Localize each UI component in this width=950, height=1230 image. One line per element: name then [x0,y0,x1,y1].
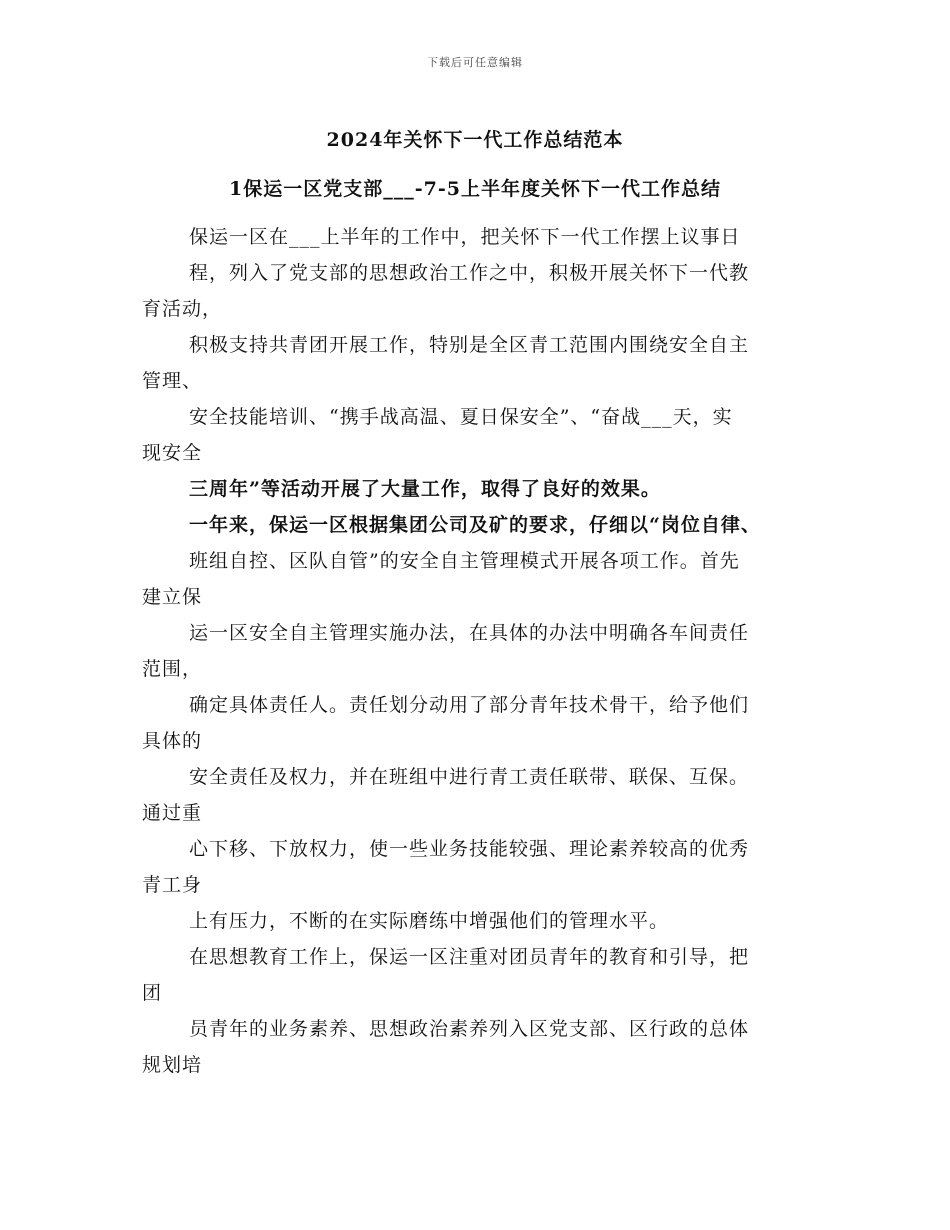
body-line: 范围， [142,658,203,680]
body-line: 通过重 [142,802,203,824]
body-line: 上有压力，不断的在实际磨练中增强他们的管理水平。 [189,910,670,932]
body-line: 员青年的业务素养、思想政治素养列入区党支部、区行政的总体 [189,1018,750,1040]
body-line: 确定具体责任人。责任划分动用了部分青年技术骨干，给予他们 [189,694,750,716]
body-line: 班组自控、区队自管”的安全自主管理模式开展各项工作。首先 [189,550,740,572]
document-title: 2024年关怀下一代工作总结范本 [326,129,624,151]
body-line: 在思想教育工作上，保运一区注重对团员青年的教育和引导，把 [189,946,750,968]
body-line: 育活动， [142,298,223,320]
document-subtitle: 1保运一区党支部___-7-5上半年度关怀下一代工作总结 [229,178,721,200]
document-body [142,219,814,1083]
body-line: 三周年”等活动开展了大量工作，取得了良好的效果。 [189,478,661,500]
body-line: 现安全 [142,442,203,464]
body-line: 管理、 [142,370,203,392]
body-line: 青工身 [142,874,203,896]
body-line: 积极支持共青团开展工作，特别是全区青工范围内围绕安全自主 [189,334,750,356]
body-line: 一年来，保运一区根据集团公司及矿的要求，仔细以“岗位自律、 [189,514,761,536]
body-line: 程，列入了党支部的思想政治工作之中，积极开展关怀下一代教 [189,262,750,284]
body-line: 团 [142,982,163,1004]
body-line: 安全技能培训、“携手战高温、夏日保安全”、“奋战___天，实 [189,406,733,428]
body-line: 建立保 [142,586,203,608]
body-line: 规划培 [142,1054,203,1076]
body-line: 运一区安全自主管理实施办法，在具体的办法中明确各车间责任 [189,622,750,644]
body-line: 心下移、下放权力，使一些业务技能较强、理论素养较高的优秀 [189,838,750,860]
header-note: 下载后可任意编辑 [427,56,523,69]
body-line: 具体的 [142,730,203,752]
body-line: 保运一区在___上半年的工作中，把关怀下一代工作摆上议事日 [189,226,741,248]
body-line: 安全责任及权力，并在班组中进行青工责任联带、联保、互保。 [189,766,750,788]
